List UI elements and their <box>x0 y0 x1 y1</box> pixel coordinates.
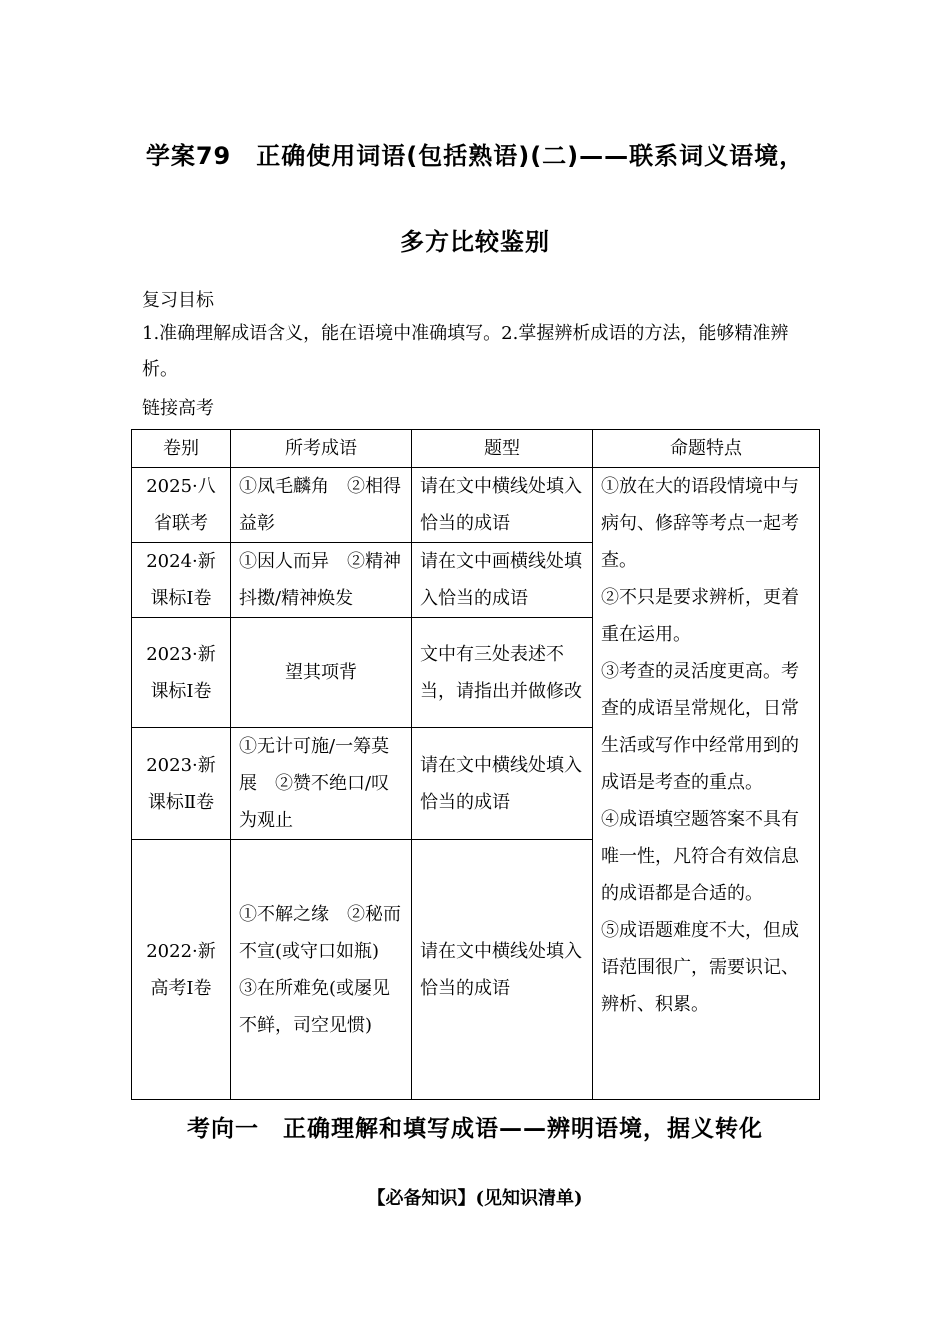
cell-paper: 2022·新高考Ⅰ卷 <box>132 840 231 1100</box>
header-features: 命题特点 <box>593 430 820 468</box>
cell-type: 请在文中画横线处填入恰当的成语 <box>412 543 593 618</box>
cell-paper: 2025·八省联考 <box>132 468 231 543</box>
header-type: 题型 <box>412 430 593 468</box>
header-paper: 卷别 <box>132 430 231 468</box>
exam-table <box>131 429 820 1100</box>
knowledge-note: 【必备知识】(见知识清单) <box>367 1188 583 1209</box>
page-title-line-1: 学案79 正确使用词语(包括熟语)(二)——联系词义语境， <box>145 142 805 170</box>
header-idioms: 所考成语 <box>231 430 412 468</box>
table-row <box>132 468 820 543</box>
exam-link-heading: 链接高考 <box>142 398 214 419</box>
cell-paper: 2023·新课标Ⅰ卷 <box>132 618 231 728</box>
cell-type: 请在文中横线处填入恰当的成语 <box>412 728 593 840</box>
cell-idioms: 望其项背 <box>231 618 412 728</box>
cell-features <box>593 468 820 1100</box>
feature-item: ⑤成语题难度不大，但成语范围很广，需要识记、辨析、积累。 <box>601 920 799 1015</box>
page-title-line-2: 多方比较鉴别 <box>400 228 550 256</box>
cell-paper: 2024·新课标Ⅰ卷 <box>132 543 231 618</box>
cell-idioms: ①凤毛麟角 ②相得益彰 <box>231 468 412 543</box>
feature-item: ②不只是要求辨析，更着重在运用。 <box>601 587 799 645</box>
cell-idioms: ①无计可施/一筹莫展 ②赞不绝口/叹为观止 <box>231 728 412 840</box>
cell-type: 请在文中横线处填入恰当的成语 <box>412 840 593 1100</box>
feature-item: ①放在大的语段情境中与病句、修辞等考点一起考查。 <box>601 476 799 571</box>
section-heading: 考向一 正确理解和填写成语——辨明语境，据义转化 <box>187 1116 763 1142</box>
cell-type: 请在文中横线处填入恰当的成语 <box>412 468 593 543</box>
cell-paper: 2023·新课标Ⅱ卷 <box>132 728 231 840</box>
feature-item: ③考查的灵活度更高。考查的成语呈常规化，日常生活或写作中经常用到的成语是考查的重点。 <box>601 661 799 793</box>
cell-type: 文中有三处表述不当，请指出并做修改 <box>412 618 593 728</box>
objectives-text: 1.准确理解成语含义，能在语境中准确填写。2.掌握辨析成语的方法，能够精准辨析。 <box>142 323 789 380</box>
cell-idioms: ①不解之缘 ②秘而不宣(或守口如瓶) ③在所难免(或屡见不鲜，司空见惯) <box>231 840 412 1100</box>
cell-idioms: ①因人而异 ②精神抖擞/精神焕发 <box>231 543 412 618</box>
table-header-row <box>132 430 820 468</box>
feature-item: ④成语填空题答案不具有唯一性，凡符合有效信息的成语都是合适的。 <box>601 809 799 904</box>
review-heading: 复习目标 <box>142 290 214 311</box>
